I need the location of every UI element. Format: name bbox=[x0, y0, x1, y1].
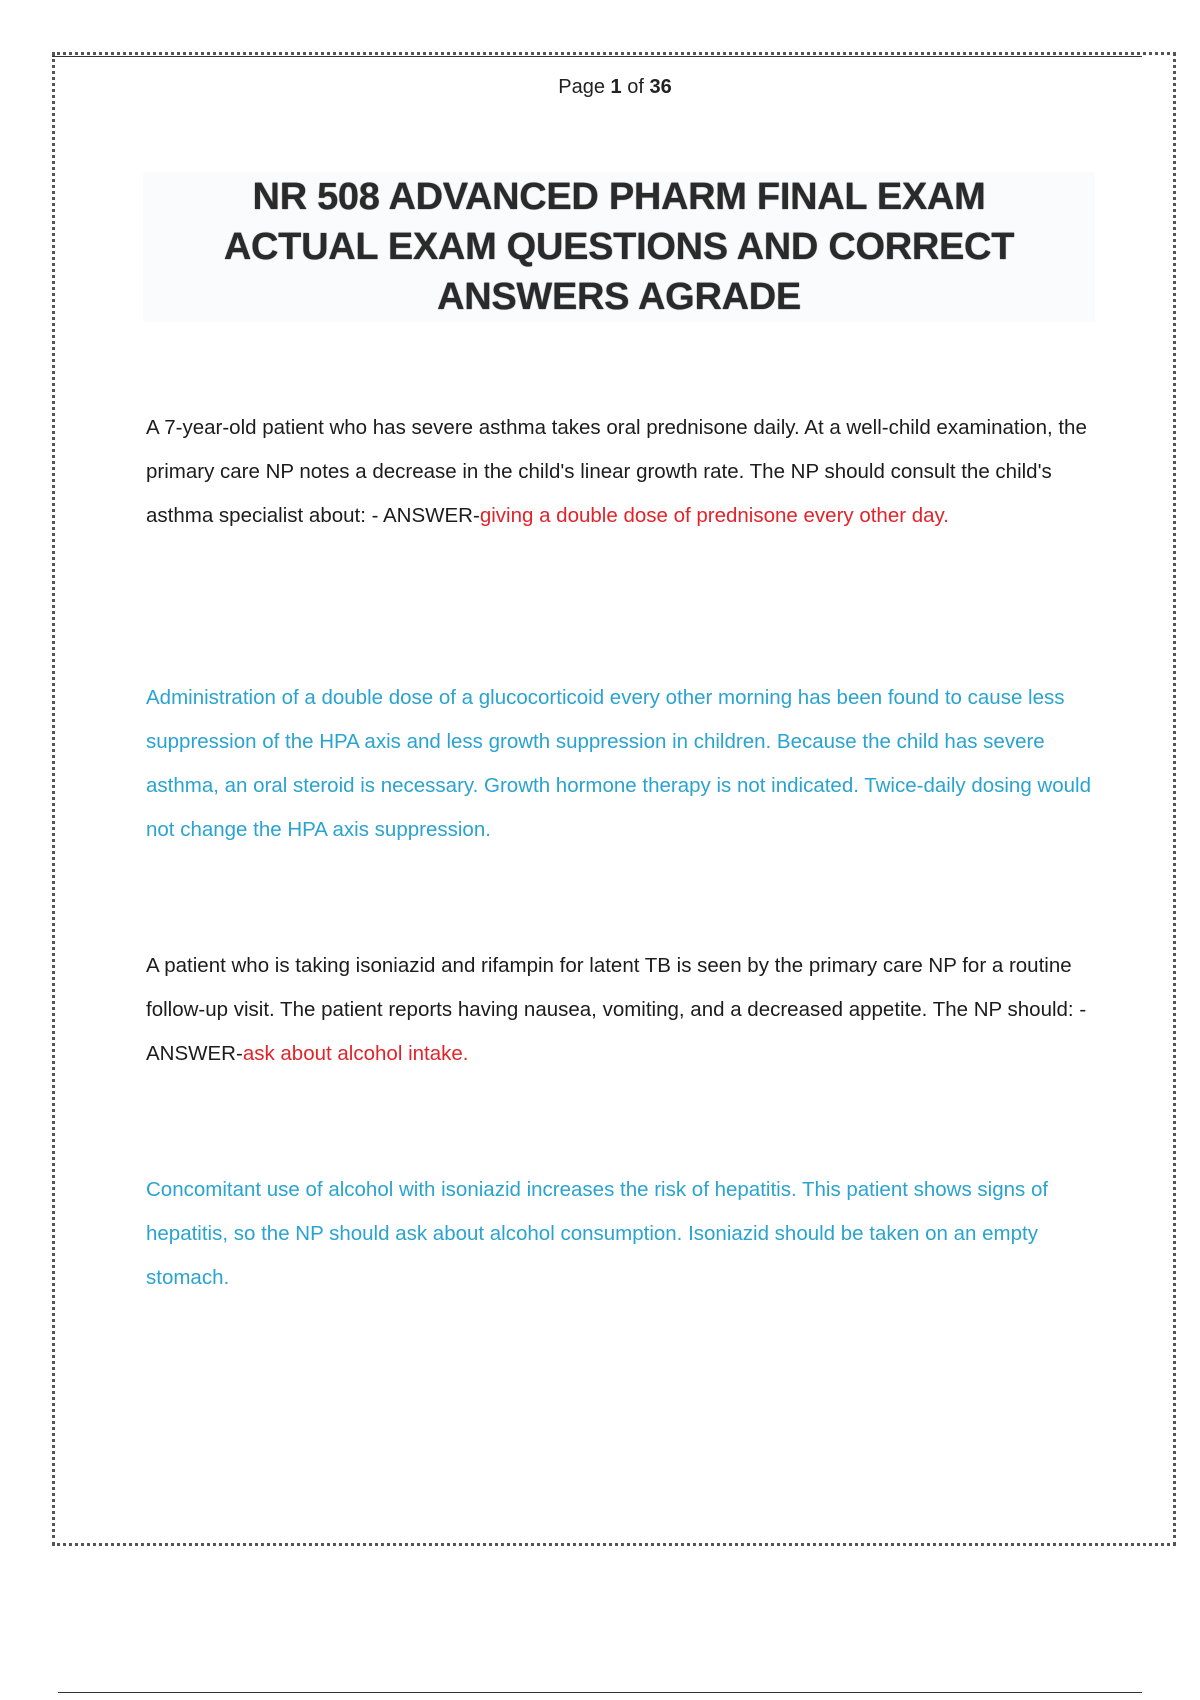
title-line-2: ACTUAL EXAM QUESTIONS AND CORRECT bbox=[223, 226, 1015, 268]
question-1 bbox=[146, 406, 1098, 538]
explanation-2: Concomitant use of alcohol with isoniazid increases the risk of hepatitis. This patient shows signs of hepatitis, so the NP should ask about alcohol consumption. Isoniazid should be taken on an empty stomach. bbox=[146, 1178, 1049, 1289]
answer-text: giving a double dose of prednisone every other day. bbox=[479, 504, 949, 527]
page-label: Page bbox=[558, 76, 605, 98]
footer-rule bbox=[58, 1692, 1142, 1693]
explanation-1: Administration of a double dose of a glucocorticoid every other morning has been found to cause less suppression of the HPA axis and less growth suppression in children. Because the child has severe asthma, an oral steroid is necessary. Growth hormone therapy is not indicated. Twice-daily dosing would not change the HPA axis suppression. bbox=[146, 686, 1091, 841]
answer-text: ask about alcohol intake. bbox=[242, 1042, 469, 1065]
page-current: 1 bbox=[610, 76, 622, 98]
page-number bbox=[0, 76, 1200, 99]
question-2 bbox=[146, 944, 1098, 1076]
title-line-3: ANSWERS AGRADE bbox=[437, 276, 801, 318]
page-total: 36 bbox=[649, 76, 672, 98]
title-line-1: NR 508 ADVANCED PHARM FINAL EXAM bbox=[252, 176, 986, 218]
page-of: of bbox=[627, 76, 644, 98]
question-text: A 7-year-old patient who has severe asthma takes oral prednisone daily. At a well-child examination, the primary care NP notes a decrease in the child's linear growth rate. The NP should consult the child's asthma specialist about: - ANSWER- bbox=[146, 416, 1087, 527]
document-title bbox=[143, 172, 1095, 322]
question-text: A patient who is taking isoniazid and rifampin for latent TB is seen by the primary care NP for a routine follow-up visit. The patient reports having nausea, vomiting, and a decreased appetite. The NP should: - ANSWER- bbox=[146, 954, 1087, 1065]
